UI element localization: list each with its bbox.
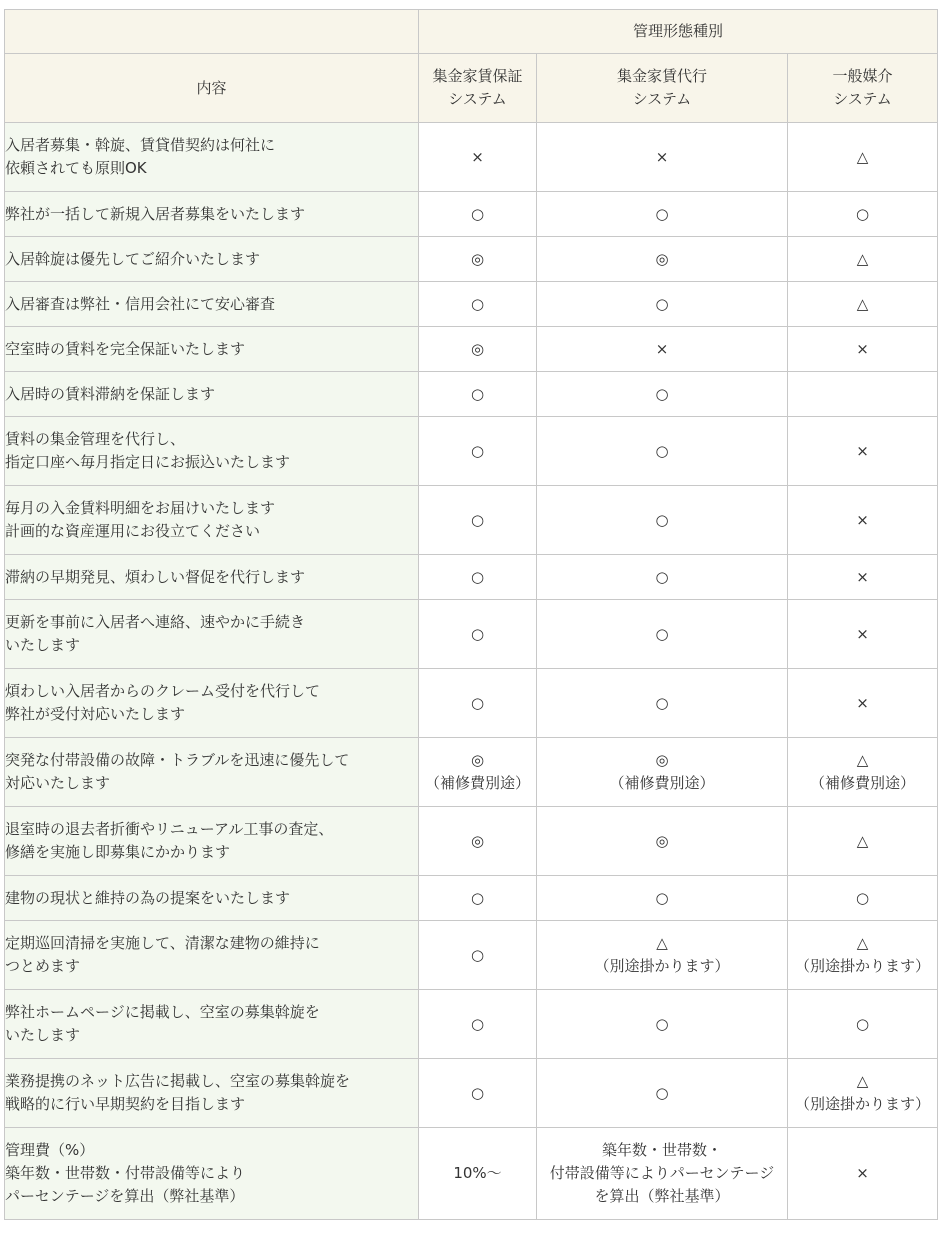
- rent-collection-value: ○: [537, 669, 788, 738]
- rent-collection-value: ○: [537, 486, 788, 555]
- rent-collection-value: ×: [537, 123, 788, 192]
- rent-guarantee-value: ○: [419, 282, 537, 327]
- feature-label: 滞納の早期発見、煩わしい督促を代行します: [5, 555, 419, 600]
- rent-collection-value: ○: [537, 1059, 788, 1128]
- rent-collection-value: ○: [537, 192, 788, 237]
- feature-label: 業務提携のネット広告に掲載し、空室の募集斡旋を 戦略的に行い早期契約を目指します: [5, 1059, 419, 1128]
- table-row: [5, 669, 938, 738]
- rent-collection-value: ◎ （補修費別途）: [537, 738, 788, 807]
- table-row: [5, 486, 938, 555]
- general-agency-value: ×: [788, 486, 938, 555]
- general-agency-value: △: [788, 807, 938, 876]
- rent-guarantee-value: ×: [419, 123, 537, 192]
- feature-label: 入居審査は弊社・信用会社にて安心審査: [5, 282, 419, 327]
- feature-label: 管理費（%） 築年数・世帯数・付帯設備等により パーセンテージを算出（弊社基準）: [5, 1128, 419, 1220]
- table-row: [5, 1059, 938, 1128]
- rent-guarantee-value: ◎: [419, 807, 537, 876]
- table-row: [5, 555, 938, 600]
- rent-guarantee-value: ○: [419, 192, 537, 237]
- rent-guarantee-value: ○: [419, 417, 537, 486]
- general-agency-value: ×: [788, 327, 938, 372]
- column-header-general-agency: 一般媒介 システム: [788, 54, 938, 123]
- feature-label: 弊社が一括して新規入居者募集をいたします: [5, 192, 419, 237]
- feature-label: 煩わしい入居者からのクレーム受付を代行して 弊社が受付対応いたします: [5, 669, 419, 738]
- general-agency-value: ×: [788, 555, 938, 600]
- general-agency-value: △: [788, 123, 938, 192]
- table-row: [5, 990, 938, 1059]
- table-row: [5, 738, 938, 807]
- table-row: [5, 876, 938, 921]
- feature-label: 定期巡回清掃を実施して、清潔な建物の維持に つとめます: [5, 921, 419, 990]
- management-type-heading: 管理形態種別: [419, 10, 938, 54]
- content-column-header: 内容: [5, 54, 419, 123]
- rent-guarantee-value: 10%～: [419, 1128, 537, 1220]
- column-header-rent-guarantee: 集金家賃保証 システム: [419, 54, 537, 123]
- rent-collection-value: ○: [537, 372, 788, 417]
- rent-guarantee-value: ◎: [419, 327, 537, 372]
- header-row-group: [5, 10, 938, 54]
- table-row: [5, 921, 938, 990]
- rent-guarantee-value: ○: [419, 372, 537, 417]
- table-row: [5, 807, 938, 876]
- feature-label: 毎月の入金賃料明細をお届けいたします 計画的な資産運用にお役立てください: [5, 486, 419, 555]
- rent-collection-value: ◎: [537, 807, 788, 876]
- rent-collection-value: △ （別途掛かります）: [537, 921, 788, 990]
- general-agency-value: ×: [788, 669, 938, 738]
- rent-guarantee-value: ○: [419, 600, 537, 669]
- rent-collection-value: ×: [537, 327, 788, 372]
- rent-guarantee-value: ◎: [419, 237, 537, 282]
- table-row: [5, 1128, 938, 1220]
- rent-guarantee-value: ○: [419, 669, 537, 738]
- rent-guarantee-value: ○: [419, 876, 537, 921]
- general-agency-value: ×: [788, 417, 938, 486]
- table-row: [5, 282, 938, 327]
- header-blank-cell: [5, 10, 419, 54]
- general-agency-value: ○: [788, 990, 938, 1059]
- feature-label: 入居者募集・斡旋、賃貸借契約は何社に 依頼されても原則OK: [5, 123, 419, 192]
- table-row: [5, 417, 938, 486]
- rent-collection-value: ◎: [537, 237, 788, 282]
- general-agency-value: [788, 372, 938, 417]
- general-agency-value: ×: [788, 600, 938, 669]
- general-agency-value: △ （補修費別途）: [788, 738, 938, 807]
- rent-collection-value: ○: [537, 990, 788, 1059]
- general-agency-value: △: [788, 282, 938, 327]
- header-row-columns: [5, 54, 938, 123]
- feature-label: 更新を事前に入居者へ連絡、速やかに手続き いたします: [5, 600, 419, 669]
- general-agency-value: ○: [788, 876, 938, 921]
- feature-label: 退室時の退去者折衝やリニューアル工事の査定、 修繕を実施し即募集にかかります: [5, 807, 419, 876]
- rent-guarantee-value: ○: [419, 990, 537, 1059]
- table-row: [5, 123, 938, 192]
- general-agency-value: △ （別途掛かります）: [788, 1059, 938, 1128]
- rent-collection-value: ○: [537, 600, 788, 669]
- rent-guarantee-value: ○: [419, 1059, 537, 1128]
- table-row: [5, 192, 938, 237]
- column-header-rent-collection: 集金家賃代行 システム: [537, 54, 788, 123]
- rent-collection-value: ○: [537, 417, 788, 486]
- rent-collection-value: ○: [537, 282, 788, 327]
- feature-label: 入居斡旋は優先してご紹介いたします: [5, 237, 419, 282]
- feature-label: 建物の現状と維持の為の提案をいたします: [5, 876, 419, 921]
- rent-guarantee-value: ○: [419, 555, 537, 600]
- feature-label: 空室時の賃料を完全保証いたします: [5, 327, 419, 372]
- general-agency-value: ×: [788, 1128, 938, 1220]
- rent-collection-value: ○: [537, 555, 788, 600]
- feature-label: 弊社ホームページに掲載し、空室の募集斡旋を いたします: [5, 990, 419, 1059]
- table-row: [5, 327, 938, 372]
- rent-guarantee-value: ○: [419, 921, 537, 990]
- rent-collection-value: 築年数・世帯数・ 付帯設備等によりパーセンテージ を算出（弊社基準）: [537, 1128, 788, 1220]
- feature-label: 入居時の賃料滞納を保証します: [5, 372, 419, 417]
- table-row: [5, 237, 938, 282]
- feature-label: 賃料の集金管理を代行し、 指定口座へ毎月指定日にお振込いたします: [5, 417, 419, 486]
- rent-guarantee-value: ◎ （補修費別途）: [419, 738, 537, 807]
- table-row: [5, 600, 938, 669]
- rent-guarantee-value: ○: [419, 486, 537, 555]
- general-agency-value: △ （別途掛かります）: [788, 921, 938, 990]
- management-type-comparison-table: [4, 9, 938, 1220]
- rent-collection-value: ○: [537, 876, 788, 921]
- feature-label: 突発な付帯設備の故障・トラブルを迅速に優先して 対応いたします: [5, 738, 419, 807]
- table-row: [5, 372, 938, 417]
- general-agency-value: ○: [788, 192, 938, 237]
- general-agency-value: △: [788, 237, 938, 282]
